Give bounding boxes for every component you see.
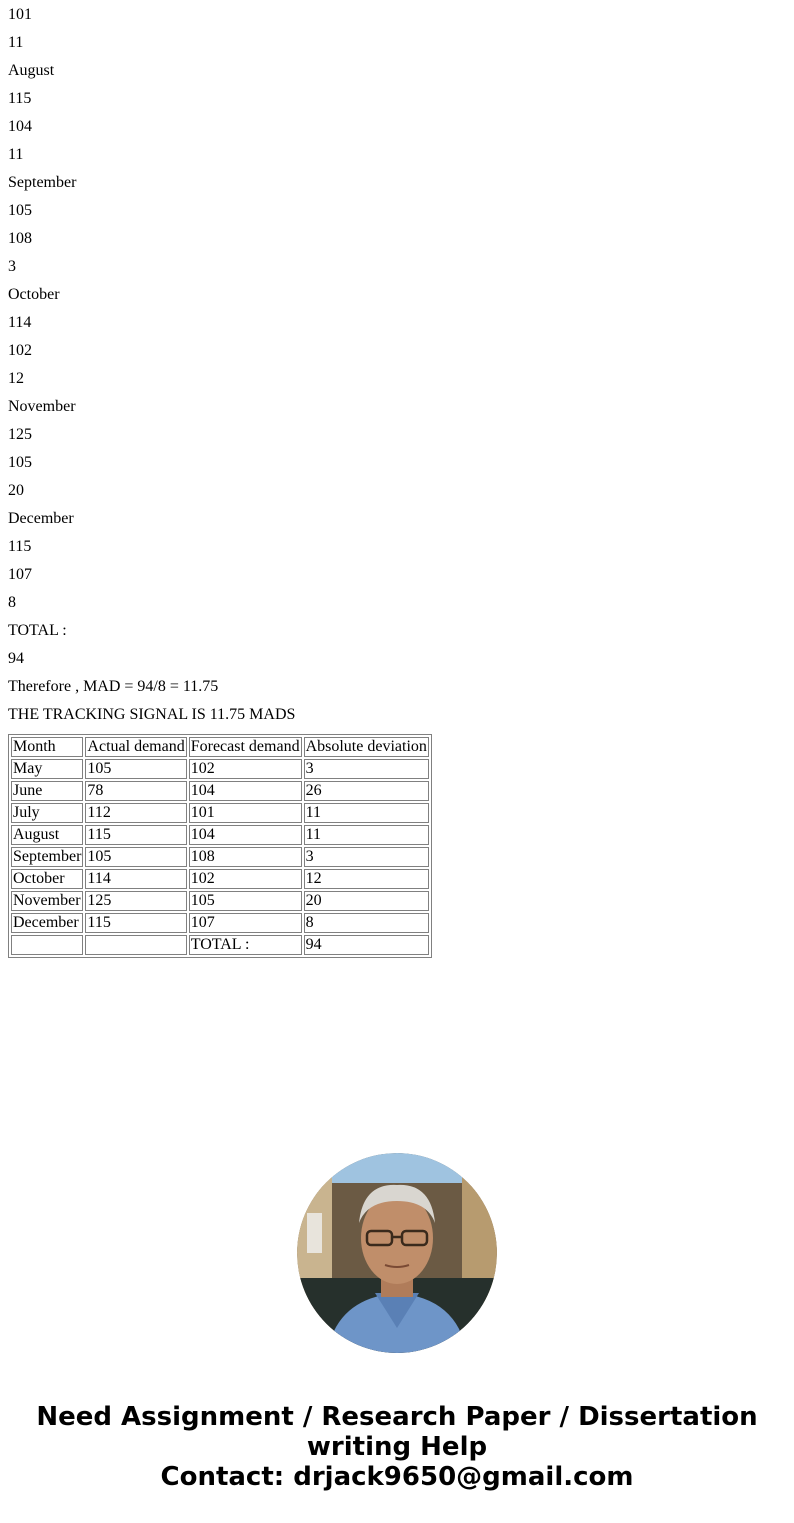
table-header-cell: Month [11, 737, 83, 757]
text-line: 94 [8, 650, 24, 667]
table-cell: December [11, 913, 83, 933]
text-line: 108 [8, 230, 32, 247]
table-header-cell: Absolute deviation [305, 738, 427, 755]
text-line: 125 [8, 426, 32, 443]
text-line: August [8, 62, 55, 79]
contact-email: Contact: drjack9650@gmail.com [160, 1462, 634, 1492]
document-body [8, 0, 786, 958]
table-cell: September [13, 848, 82, 865]
text-line: 104 [8, 118, 32, 135]
table-cell: June [11, 781, 83, 801]
table-row [11, 803, 429, 823]
table-cell: 101 [189, 803, 302, 823]
table-cell: 20 [304, 891, 429, 911]
author-avatar [297, 1153, 497, 1353]
table-cell: 78 [85, 781, 186, 801]
table-cell [85, 935, 186, 955]
text-line: 107 [8, 566, 32, 583]
text-line: December [8, 510, 74, 527]
table-cell: 3 [304, 847, 429, 867]
text-line: TOTAL : [8, 622, 67, 639]
table-cell: TOTAL : [189, 935, 302, 955]
text-line: 114 [8, 314, 32, 331]
table-cell: 3 [304, 759, 429, 779]
table-header-row [11, 737, 429, 757]
table-cell: 8 [304, 913, 429, 933]
table-cell: July [11, 803, 83, 823]
footer-line: writing Help [306, 1432, 488, 1462]
tracking-signal-line: THE TRACKING SIGNAL IS 11.75 MADS [8, 706, 296, 723]
table-cell: 11 [304, 825, 429, 845]
text-line: 115 [8, 90, 32, 107]
author-photo [297, 1153, 497, 1353]
table-row [11, 781, 429, 801]
text-line: 105 [8, 454, 32, 471]
table-row [11, 759, 429, 779]
table-cell: 104 [189, 825, 302, 845]
text-line: November [8, 398, 76, 415]
text-line: 105 [8, 202, 32, 219]
table-cell: 105 [85, 759, 186, 779]
table-cell: 102 [189, 759, 302, 779]
table-row [11, 825, 429, 845]
text-line: 20 [8, 482, 24, 499]
table-cell: 115 [85, 913, 186, 933]
table-cell: 108 [189, 847, 302, 867]
table-cell: 105 [85, 847, 186, 867]
table-cell: May [11, 759, 83, 779]
table-row [11, 869, 429, 889]
table-cell: August [11, 825, 83, 845]
deviation-table [8, 734, 432, 958]
table-cell: 11 [304, 803, 429, 823]
table-header-cell: Forecast demand [190, 738, 300, 755]
table-cell: 102 [189, 869, 302, 889]
table-row [11, 891, 429, 911]
text-line: September [8, 174, 77, 191]
table-cell: 112 [85, 803, 186, 823]
table-row [11, 935, 429, 955]
table-cell: 114 [85, 869, 186, 889]
table-cell: 94 [304, 935, 429, 955]
table-cell: 107 [189, 913, 302, 933]
text-lines [8, 6, 786, 724]
table-row [11, 913, 429, 933]
text-line: 11 [8, 34, 24, 51]
text-line: October [8, 286, 60, 303]
text-line: 115 [8, 538, 32, 555]
table-cell: 26 [304, 781, 429, 801]
table-cell: 12 [304, 869, 429, 889]
table-cell: 125 [85, 891, 186, 911]
text-line: 11 [8, 146, 24, 163]
text-line: 101 [8, 6, 32, 23]
text-line: 102 [8, 342, 32, 359]
table-cell: October [11, 869, 83, 889]
text-line: 3 [8, 258, 16, 275]
mad-result-line: Therefore , MAD = 94/8 = 11.75 [8, 678, 219, 695]
table-cell [11, 935, 83, 955]
table-row [11, 847, 429, 867]
contact-footer [0, 1402, 794, 1492]
table-cell: 115 [85, 825, 186, 845]
table-cell: 104 [189, 781, 302, 801]
table-cell: November [11, 891, 83, 911]
text-line: 8 [8, 594, 16, 611]
table-cell: 105 [189, 891, 302, 911]
footer-line: Need Assignment / Research Paper / Dissertation [36, 1402, 758, 1432]
text-line: 12 [8, 370, 24, 387]
table-header-cell: Actual demand [87, 738, 185, 755]
